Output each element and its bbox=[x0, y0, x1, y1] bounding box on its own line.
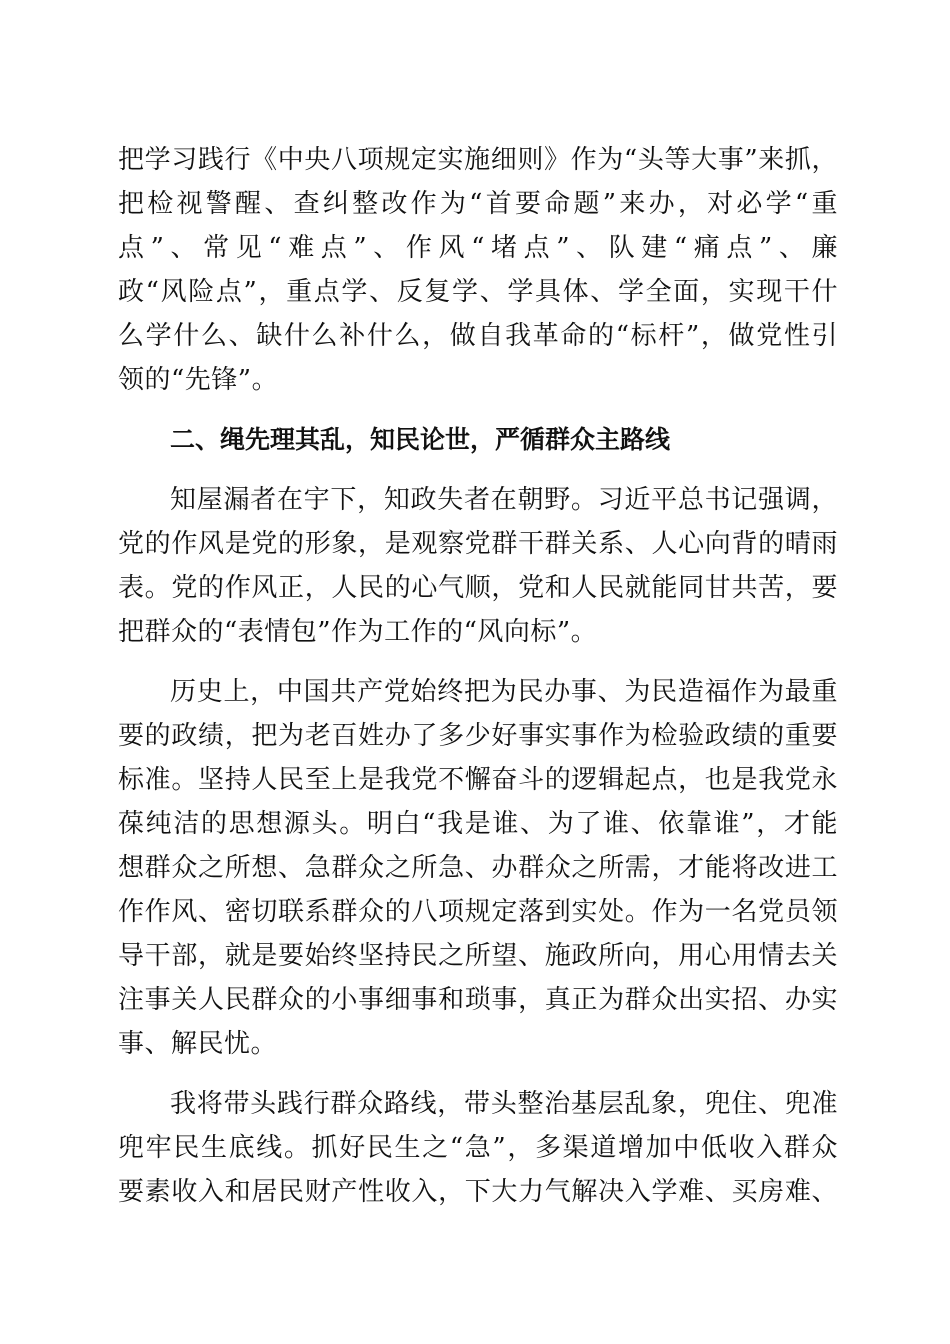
paragraph-line: 政“风险点”，重点学、反复学、学具体、学全面，实现干什 bbox=[118, 277, 838, 307]
spacer bbox=[118, 654, 838, 670]
spacer bbox=[118, 462, 838, 478]
paragraph-line: 表。党的作风正，人民的心气顺，党和人民就能同甘共苦，要 bbox=[118, 573, 838, 603]
paragraph-line: 要的政绩，把为老百姓办了多少好事实事作为检验政绩的重要 bbox=[118, 721, 838, 751]
paragraph-line: 导干部，就是要始终坚持民之所望、施政所向，用心用情去关 bbox=[118, 941, 838, 971]
paragraph-4 bbox=[118, 1082, 838, 1214]
paragraph-line: 作作风、密切联系群众的八项规定落到实处。作为一名党员领 bbox=[118, 897, 838, 927]
paragraph-line: 点”、常见“难点”、作风“堵点”、队建“痛点”、廉 bbox=[118, 233, 838, 263]
paragraph-line: 想群众之所想、急群众之所急、办群众之所需，才能将改进工 bbox=[118, 853, 838, 883]
paragraph-line: 把群众的“表情包”作为工作的“风向标”。 bbox=[118, 617, 598, 647]
paragraph-2 bbox=[118, 478, 838, 654]
spacer bbox=[118, 402, 838, 418]
paragraph-line: 注事关人民群众的小事细事和琐事，真正为群众出实招、办实 bbox=[118, 985, 838, 1015]
paragraph-line: 要素收入和居民财产性收入，下大力气解决入学难、买房难、 bbox=[118, 1177, 838, 1207]
paragraph-line: 兜牢民生底线。抓好民生之“急”，多渠道增加中低收入群众 bbox=[118, 1133, 838, 1163]
paragraph-line: 党的作风是党的形象，是观察党群干群关系、人心向背的晴雨 bbox=[118, 529, 838, 559]
spacer bbox=[118, 1066, 838, 1082]
paragraph-line: 我将带头践行群众路线，带头整治基层乱象，兜住、兜准 bbox=[170, 1089, 838, 1119]
paragraph-line: 么学什么、缺什么补什么，做自我革命的“标杆”，做党性引 bbox=[118, 321, 838, 351]
paragraph-line: 历史上，中国共产党始终把为民办事、为民造福作为最重 bbox=[170, 677, 838, 707]
paragraph-line: 领的“先锋”。 bbox=[118, 365, 279, 395]
document-page bbox=[118, 138, 838, 1214]
paragraph-line: 把检视警醒、查纠整改作为“首要命题”来办，对必学“重 bbox=[118, 189, 838, 219]
paragraph-1 bbox=[118, 138, 838, 402]
paragraph-line: 知屋漏者在宇下，知政失者在朝野。习近平总书记强调， bbox=[170, 485, 838, 515]
paragraph-line: 葆纯洁的思想源头。明白“我是谁、为了谁、依靠谁”，才能 bbox=[118, 809, 838, 839]
paragraph-3 bbox=[118, 670, 838, 1066]
paragraph-line: 标准。坚持人民至上是我党不懈奋斗的逻辑起点，也是我党永 bbox=[118, 765, 838, 795]
paragraph-line: 事、解民忧。 bbox=[118, 1029, 278, 1059]
paragraph-line: 把学习践行《中央八项规定实施细则》作为“头等大事”来抓， bbox=[118, 145, 838, 175]
section-heading: 二、绳先理其乱，知民论世，严循群众主路线 bbox=[170, 425, 671, 454]
